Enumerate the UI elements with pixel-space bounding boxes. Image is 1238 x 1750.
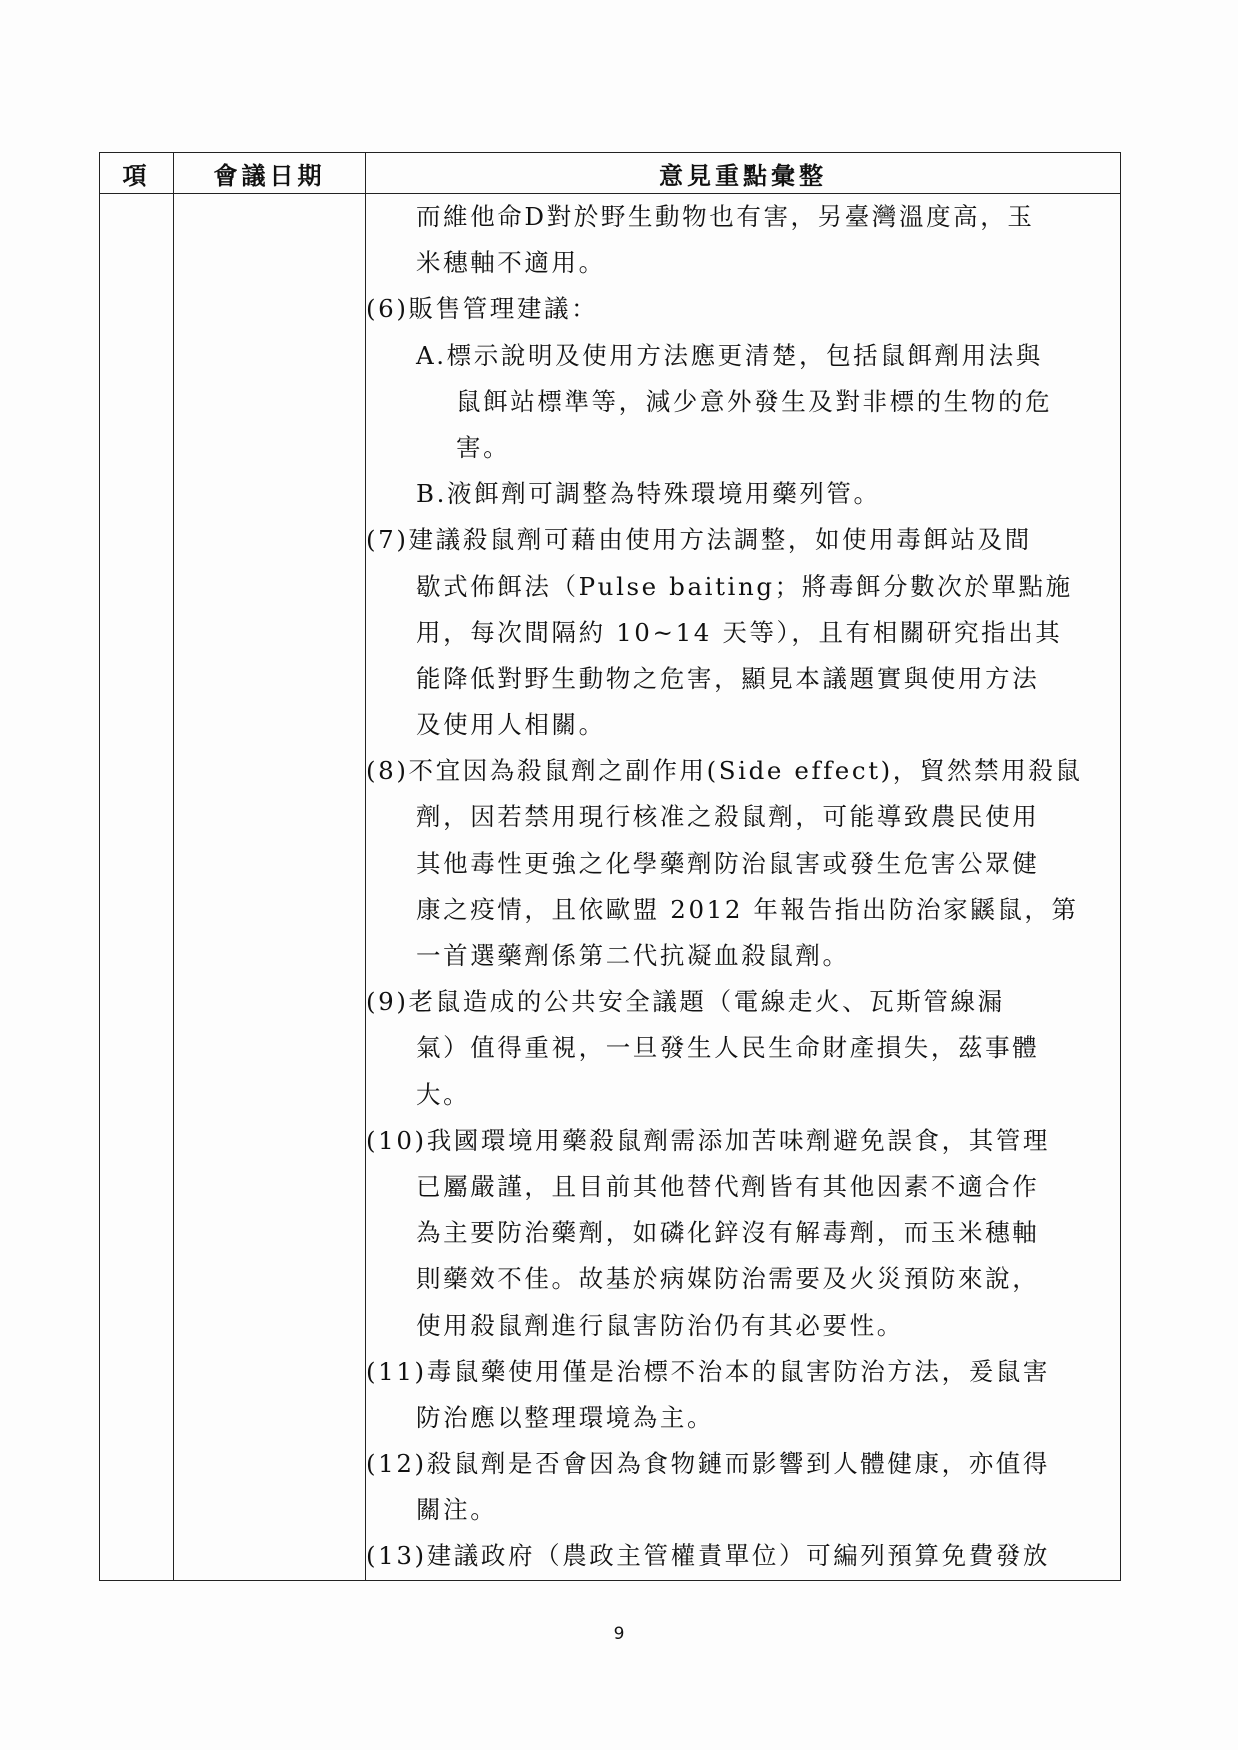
list-item-10: (10)我國環境用藥殺鼠劑需添加苦味劑避免誤食，其管理 [366,1125,1050,1155]
text-line: 一首選藥劑係第二代抗凝血殺鼠劑。 [416,941,850,970]
text-line: 用，每次間隔約 10~14 天等），且有相關研究指出其 [416,617,1063,647]
list-item-13: (13)建議政府（農政主管權責單位）可編列預算免費發放 [366,1541,1050,1571]
text-line: 及使用人相關。 [416,710,606,740]
header-item: 項 [100,153,174,194]
text-line: 米穗軸不適用。 [416,248,606,278]
text-line: 防治應以整理環境為主。 [416,1402,715,1432]
table-row [100,194,1121,1581]
list-item-8: (8)不宜因為殺鼠劑之副作用(Side effect)，貿然禁用殺鼠 [366,756,1083,786]
text-line: 歇式佈餌法（Pulse baiting；將毒餌分數次於單點施 [416,571,1073,601]
text-line: 而維他命D對於野生動物也有害，另臺灣溫度高，玉 [416,202,1035,231]
meeting-date-cell [174,194,366,1581]
table-header-row [100,153,1121,194]
text-line: 康之疫情，且依歐盟 2012 年報告指出防治家鼷鼠，第 [416,894,1079,924]
list-item-7: (7)建議殺鼠劑可藉由使用方法調整，如使用毒餌站及間 [366,525,1032,555]
list-item-12: (12)殺鼠劑是否會因為食物鏈而影響到人體健康，亦值得 [366,1449,1050,1479]
list-item-11: (11)毒鼠藥使用僅是治標不治本的鼠害防治方法，爰鼠害 [366,1356,1050,1386]
text-line: 其他毒性更強之化學藥劑防治鼠害或發生危害公眾健 [416,848,1040,878]
text-line: 已屬嚴謹，且目前其他替代劑皆有其他因素不適合作 [416,1171,1040,1201]
sub-item-a: A.標示說明及使用方法應更清楚，包括鼠餌劑用法與 [416,340,1043,370]
text-line: 能降低對野生動物之危害，顯見本議題實與使用方法 [416,663,1040,693]
opinion-summary-cell [366,194,1121,1581]
text-line: 使用殺鼠劑進行鼠害防治仍有其必要性。 [416,1310,904,1340]
opinion-summary-table [99,152,1121,1581]
text-line: 害。 [456,432,511,462]
header-opinion-summary: 意見重點彙整 [366,153,1121,194]
item-cell [100,194,174,1581]
page-number: 9 [613,1624,625,1644]
text-line: 鼠餌站標準等，減少意外發生及對非標的生物的危 [456,386,1053,416]
list-item-9: (9)老鼠造成的公共安全議題（電線走火、瓦斯管線漏 [366,987,1005,1017]
text-line: 氣）值得重視，一旦發生人民生命財產損失，茲事體 [416,1033,1040,1063]
text-line: 為主要防治藥劑，如磷化鋅沒有解毒劑，而玉米穗軸 [416,1218,1040,1248]
text-line: 劑，因若禁用現行核准之殺鼠劑，可能導致農民使用 [416,802,1040,832]
header-meeting-date: 會議日期 [174,153,366,194]
text-line: 關注。 [416,1495,498,1525]
text-line: 大。 [416,1079,471,1109]
sub-item-b: B.液餌劑可調整為特殊環境用藥列管。 [416,479,881,509]
text-line: 則藥效不佳。故基於病媒防治需要及火災預防來說， [416,1264,1040,1294]
list-item-6: (6)販售管理建議： [366,294,599,324]
